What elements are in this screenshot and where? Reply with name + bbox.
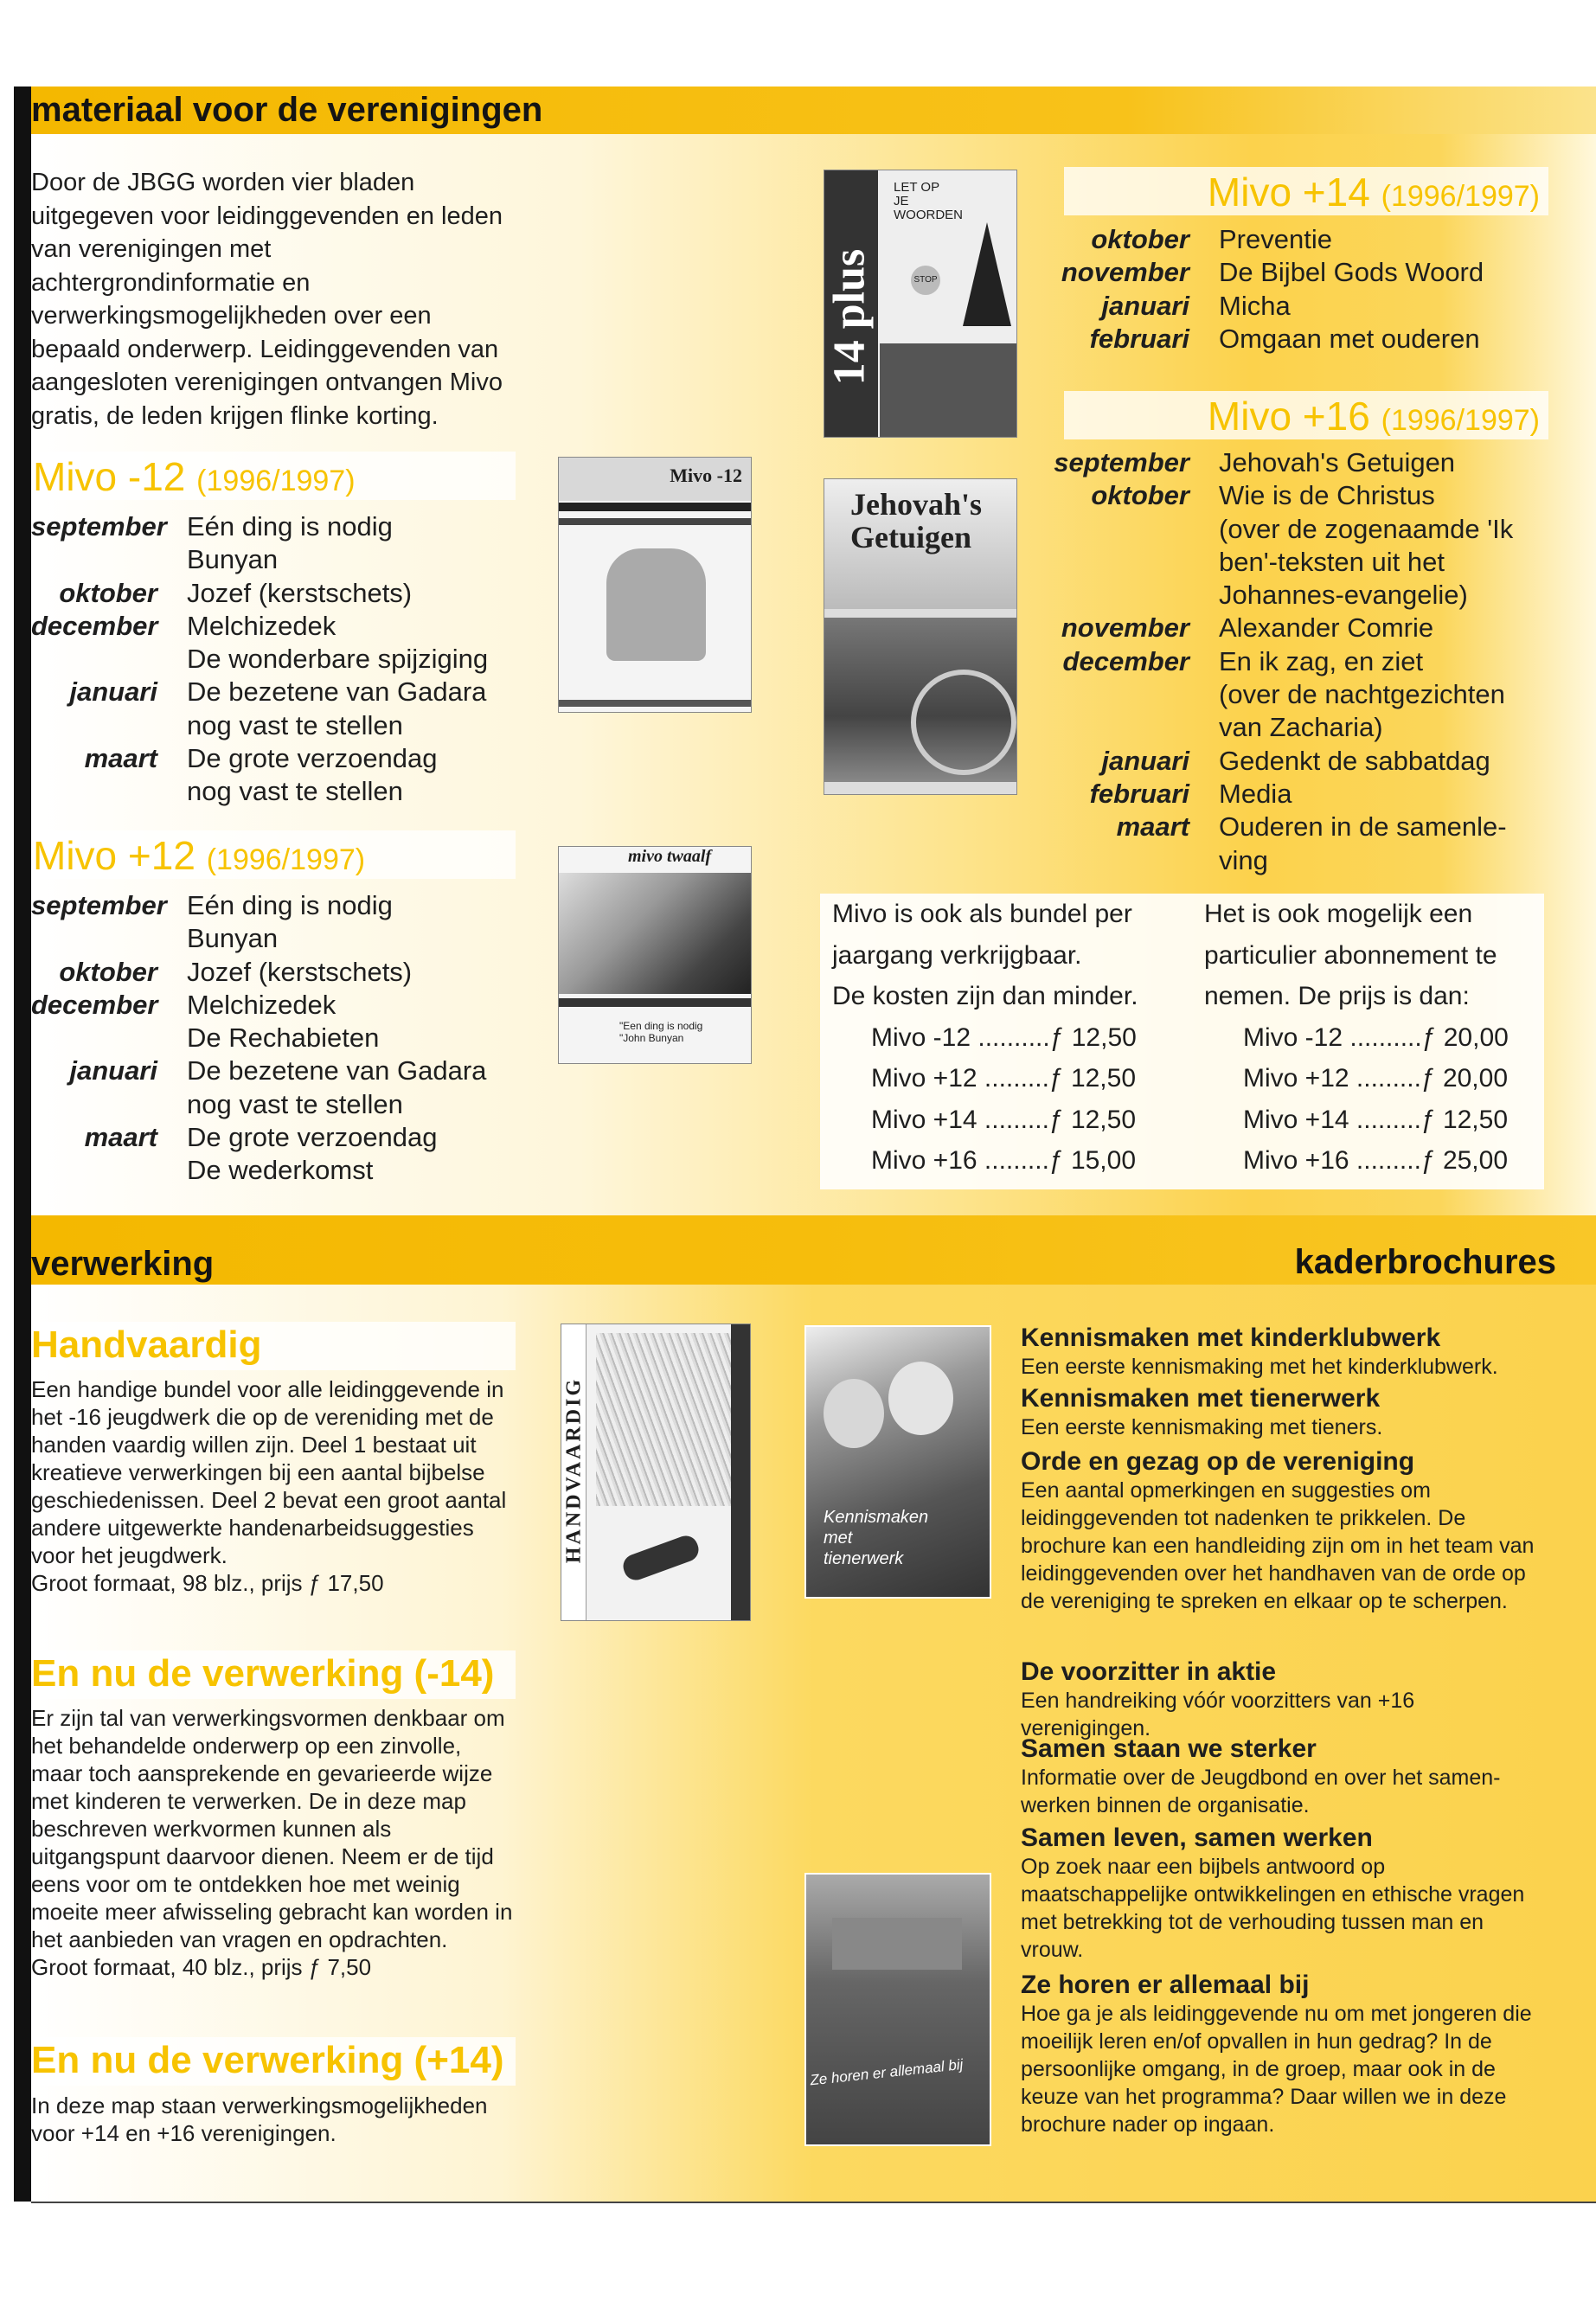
brochure-item bbox=[1021, 1734, 1540, 1819]
price-label: Mivo +12 ......... bbox=[1243, 1064, 1421, 1093]
schedule-month: januari bbox=[1101, 290, 1189, 321]
info-line: nemen. De prijs is dan: bbox=[1204, 982, 1470, 1010]
schedule-month: november bbox=[1061, 257, 1189, 288]
price-label: Mivo +16 ......... bbox=[871, 1146, 1049, 1175]
intro-text: Door de JBGG worden vier bladen uitgegeven voor leidinggevenden en leden van verenigingen met achtergrondinformatie en verwerkingsmogelijkheden over een bepaald onderwerp. Leidinggevenden van aangesloten verenigingen ontvangen Mivo gratis, de leden krijgen flinke korting. bbox=[31, 169, 503, 430]
price-row bbox=[832, 1058, 1138, 1099]
mivo-plus16-title: Mivo +16 (1996/1997) bbox=[1207, 394, 1540, 439]
cover-plus12-image bbox=[559, 873, 751, 994]
schedule-topic: nog vast te stellen bbox=[187, 776, 403, 807]
schedule-topic: Bunyan bbox=[187, 544, 279, 575]
schedule-topic: Ouderen in de samenle- bbox=[1219, 811, 1507, 843]
info-line: Mivo is ook als bundel per bbox=[832, 900, 1132, 928]
schedule-row bbox=[31, 922, 516, 955]
price-row bbox=[1204, 1140, 1509, 1182]
price-value: ƒ 12,50 bbox=[1049, 1022, 1137, 1052]
cover-portrait-image bbox=[606, 548, 706, 661]
brochure-title: Ze horen er allemaal bij bbox=[1021, 1971, 1310, 1999]
mivo-plus12-schedule bbox=[31, 889, 516, 1188]
schedule-month: februari bbox=[1089, 323, 1189, 354]
info-line: particulier abonnement te bbox=[1204, 940, 1497, 970]
schedule-topic: nog vast te stellen bbox=[187, 709, 403, 740]
schedule-row bbox=[31, 956, 516, 989]
schedule-topic: Jozef (kerstschets) bbox=[187, 956, 413, 987]
brochure-description: Een eerste kennismaking met tieners. bbox=[1021, 1415, 1383, 1439]
price-row bbox=[1204, 1099, 1509, 1141]
schedule-row bbox=[1035, 711, 1519, 744]
cover-14plus-stop-sign: STOP bbox=[911, 266, 940, 295]
schedule-month: oktober bbox=[1091, 224, 1189, 254]
schedule-topic: De bezetene van Gadara bbox=[187, 1055, 487, 1086]
schedule-month: februari bbox=[1089, 778, 1189, 809]
brochure-title: De voorzitter in aktie bbox=[1021, 1657, 1277, 1686]
schedule-row bbox=[31, 989, 516, 1022]
brochure-item bbox=[1021, 1971, 1540, 2138]
verwerking-min14-text: Er zijn tal van verwerkingsvormen denkbaar om het behandelde onderwerp op een zinvolle, maar toch aansprekende en gevarieerde wijze met kinderen te verwerken. De in deze map beschreven werkvormen kunnen als uitgangspunt daarvoor dienen. Neem er de tijd eens voor om te ontdekken hoe met weinig moeite meer afwisseling gebracht kan worden in het aanbieden van vragen en opdrachten. bbox=[31, 1705, 513, 1952]
cover-mivo-min12 bbox=[558, 457, 752, 713]
schedule-month: december bbox=[31, 610, 158, 641]
mivo-min12-title: Mivo -12 (1996/1997) bbox=[33, 454, 356, 499]
schedule-month: januari bbox=[69, 1055, 157, 1086]
info-line: jaargang verkrijgbaar. bbox=[832, 940, 1082, 970]
schedule-topic: Eén ding is nodig bbox=[187, 511, 393, 542]
mivo-plus16-header bbox=[1064, 391, 1548, 439]
schedule-topic: (over de nachtgezichten bbox=[1219, 679, 1505, 710]
schedule-row bbox=[1035, 446, 1519, 479]
brochure-title: Kennismaken met kinderklubwerk bbox=[1021, 1324, 1441, 1352]
brochure-description: Op zoek naar een bijbels antwoord op maatschappelijke ontwikkelingen en ethische vragen met betrekking tot de verhouding tussen man en vrouw. bbox=[1021, 1855, 1525, 1962]
schedule-topic: Micha bbox=[1219, 290, 1291, 321]
bundel-info bbox=[832, 894, 1138, 1182]
cover-handvaardig-texture bbox=[596, 1333, 743, 1506]
section-title-materiaal: materiaal voor de verenigingen bbox=[31, 91, 543, 129]
brochure-title: Samen staan we sterker bbox=[1021, 1734, 1317, 1763]
schedule-month: maart bbox=[1116, 811, 1189, 843]
schedule-row bbox=[31, 643, 516, 676]
schedule-topic: De wederkomst bbox=[187, 1155, 374, 1186]
cover-jehovahs-getuigen bbox=[824, 478, 1017, 795]
mivo-plus14-header bbox=[1064, 167, 1548, 215]
cover-14plus bbox=[824, 170, 1017, 438]
schedule-row bbox=[31, 1054, 516, 1087]
schedule-row bbox=[1035, 811, 1519, 843]
photo-kennismaken-tienerwerk bbox=[804, 1325, 991, 1599]
info-line: Het is ook mogelijk een bbox=[1204, 900, 1473, 928]
schedule-row bbox=[31, 543, 516, 576]
cover-handvaardig-tool bbox=[620, 1533, 702, 1584]
schedule-topic: De bezetene van Gadara bbox=[187, 676, 487, 708]
schedule-row bbox=[31, 676, 516, 708]
handvaardig-header bbox=[31, 1322, 516, 1370]
schedule-topic: De grote verzoendag bbox=[187, 743, 438, 774]
cover-handvaardig-title: HANDVAARDIG bbox=[562, 1376, 586, 1564]
schedule-topic: nog vast te stellen bbox=[187, 1088, 403, 1119]
mivo-min12-schedule bbox=[31, 510, 516, 809]
cover-14plus-brand: 14 plus bbox=[824, 248, 875, 386]
handvaardig-text: Een handige bundel voor alle leidinggevende in het -16 jeugdwerk die op de vereniding met de handen vaardig willen zijn. Deel 1 bestaat uit kreatieve verwerkingen bij een aantal bijbelse geschiedenissen. Deel 2 bevat een groot aantal andere uitgewerkte handenarbeidsuggesties voor het jeugdwerk. bbox=[31, 1376, 507, 1568]
verwerking-plus14-text: In deze map staan verwerkingsmogelijkheden voor +14 en +16 verenigingen. bbox=[31, 2093, 488, 2146]
schedule-row bbox=[1035, 479, 1519, 512]
schedule-row bbox=[1035, 612, 1519, 644]
schedule-topic: Jozef (kerstschets) bbox=[187, 577, 413, 608]
schedule-row bbox=[31, 1154, 516, 1187]
price-label: Mivo +16 ......... bbox=[1243, 1146, 1421, 1175]
schedule-row bbox=[1035, 579, 1519, 612]
brochure-title: Kennismaken met tienerwerk bbox=[1021, 1384, 1381, 1413]
price-row bbox=[832, 1099, 1138, 1141]
schedule-topic: van Zacharia) bbox=[1219, 712, 1383, 743]
photo2-caption: Ze horen er allemaal bij bbox=[809, 2055, 965, 2089]
schedule-row bbox=[1035, 844, 1519, 877]
cover-mivo-plus12 bbox=[558, 846, 752, 1064]
handvaardig-title: Handvaardig bbox=[31, 1324, 262, 1366]
brochure-description: Een aantal opmerkingen en suggesties om leidinggevenden tot nadenken te prikkelen. De brochure kan een handleiding zijn om in het team van leidinggevenden over het handhaven van de orde op de vereniging te spreken en elkaar op te scherpen. bbox=[1021, 1478, 1535, 1613]
schedule-topic: ben'-teksten uit het bbox=[1219, 546, 1445, 577]
verwerking-min14-body bbox=[31, 1704, 516, 1981]
mivo-plus12-title: Mivo +12 (1996/1997) bbox=[33, 833, 366, 878]
price-value: ƒ 20,00 bbox=[1421, 1022, 1509, 1052]
photo-ze-horen-er-allemaal-bij bbox=[804, 1873, 991, 2146]
schedule-month: januari bbox=[1101, 745, 1189, 776]
schedule-topic: Eén ding is nodig bbox=[187, 890, 393, 920]
cover-handvaardig bbox=[561, 1324, 751, 1621]
brochure-title: Samen leven, samen werken bbox=[1021, 1823, 1373, 1852]
schedule-row bbox=[1035, 256, 1519, 289]
schedule-row bbox=[1035, 745, 1519, 778]
cover-min12-title: Mivo -12 bbox=[670, 465, 742, 486]
abonnement-info bbox=[1204, 894, 1509, 1182]
schedule-topic: Jehovah's Getuigen bbox=[1219, 447, 1456, 478]
schedule-row bbox=[1035, 513, 1519, 546]
price-label: Mivo +14 ......... bbox=[1243, 1105, 1421, 1134]
schedule-row bbox=[31, 577, 516, 610]
verwerking-plus14-title: En nu de verwerking (+14) bbox=[31, 2039, 504, 2081]
schedule-row bbox=[1035, 323, 1519, 356]
cover-14plus-triangle bbox=[963, 222, 1011, 326]
brochure-item bbox=[1021, 1657, 1540, 1742]
cover-plus12-title: mivo twaalf bbox=[628, 847, 712, 866]
schedule-month: oktober bbox=[59, 577, 157, 608]
schedule-topic: Melchizedek bbox=[187, 989, 337, 1020]
schedule-topic: De Bijbel Gods Woord bbox=[1219, 257, 1484, 288]
cover-plus12-caption: "Een ding is nodig "John Bunyan bbox=[619, 1020, 703, 1044]
verwerking-min14-header bbox=[31, 1650, 516, 1699]
schedule-topic: En ik zag, en ziet bbox=[1219, 645, 1424, 676]
schedule-topic: De Rechabieten bbox=[187, 1022, 380, 1054]
schedule-row bbox=[1035, 778, 1519, 811]
schedule-month: september bbox=[31, 890, 167, 920]
price-value: ƒ 20,00 bbox=[1420, 1064, 1509, 1093]
verwerking-plus14-body bbox=[31, 2092, 516, 2147]
schedule-month: november bbox=[1061, 612, 1189, 644]
schedule-row bbox=[31, 510, 516, 543]
schedule-topic: De wonderbare spijziging bbox=[187, 644, 489, 675]
brochure-description: Hoe ga je als leidinggevende nu om met jongeren die moeilijk leren en/of opvallen in hun gedrag? In de persoonlijke omgang, in de groep, maar ook in de keuze van het programma? Daar willen we in deze brochure nader op ingaan. bbox=[1021, 2002, 1532, 2137]
schedule-month: december bbox=[1062, 645, 1189, 676]
bottom-rule bbox=[31, 2202, 1596, 2203]
schedule-topic: Bunyan bbox=[187, 923, 279, 954]
schedule-month: maart bbox=[84, 1122, 157, 1153]
schedule-topic: Gedenkt de sabbatdag bbox=[1219, 745, 1490, 776]
schedule-topic: ving bbox=[1219, 844, 1268, 875]
schedule-row bbox=[1035, 223, 1519, 256]
handvaardig-price: Groot formaat, 98 blz., prijs ƒ 17,50 bbox=[31, 1570, 384, 1596]
cover-jehovah-title: Jehovah's Getuigen bbox=[850, 487, 983, 554]
schedule-topic: Preventie bbox=[1219, 224, 1332, 254]
schedule-topic: Johannes-evangelie) bbox=[1219, 580, 1468, 611]
price-row bbox=[1204, 1017, 1509, 1059]
price-row bbox=[1204, 1058, 1509, 1099]
schedule-row bbox=[31, 709, 516, 742]
schedule-topic: Omgaan met ouderen bbox=[1219, 323, 1480, 354]
price-row bbox=[832, 1140, 1138, 1182]
schedule-month: maart bbox=[84, 743, 157, 774]
schedule-topic: De grote verzoendag bbox=[187, 1122, 438, 1153]
price-label: Mivo -12 .......... bbox=[1243, 1022, 1422, 1052]
mivo-plus14-schedule bbox=[1035, 223, 1519, 356]
verwerking-min14-title: En nu de verwerking (-14) bbox=[31, 1652, 495, 1695]
brochure-description: Een eerste kennismaking met het kinderklubwerk. bbox=[1021, 1355, 1498, 1379]
mivo-plus16-schedule bbox=[1035, 446, 1519, 877]
mivo-plus14-title: Mivo +14 (1996/1997) bbox=[1207, 170, 1540, 215]
brochure-item bbox=[1021, 1823, 1540, 1964]
brochure-item bbox=[1021, 1447, 1540, 1615]
schedule-row bbox=[31, 889, 516, 922]
schedule-month: oktober bbox=[59, 956, 157, 987]
cover-14plus-photo bbox=[880, 343, 1016, 437]
schedule-row bbox=[1035, 678, 1519, 711]
brochure-description: Informatie over de Jeugdbond en over het samen-werken binnen de organisatie. bbox=[1021, 1766, 1501, 1817]
price-value: ƒ 12,50 bbox=[1420, 1105, 1509, 1134]
price-label: Mivo -12 .......... bbox=[871, 1022, 1050, 1052]
schedule-topic: Wie is de Christus bbox=[1219, 480, 1435, 511]
schedule-topic: (over de zogenaamde 'Ik bbox=[1219, 513, 1514, 544]
schedule-topic: Alexander Comrie bbox=[1219, 612, 1434, 644]
schedule-row bbox=[31, 1088, 516, 1121]
info-line: De kosten zijn dan minder. bbox=[832, 982, 1138, 1010]
schedule-row bbox=[1035, 546, 1519, 579]
cover-14plus-heading: LET OP JE WOORDEN bbox=[894, 180, 963, 222]
left-black-bar bbox=[14, 87, 31, 2202]
schedule-row bbox=[31, 775, 516, 808]
section-title-kaderbrochures: kaderbrochures bbox=[1294, 1243, 1556, 1281]
schedule-month: december bbox=[31, 989, 158, 1020]
mivo-min12-header bbox=[31, 452, 516, 500]
schedule-topic: Media bbox=[1219, 778, 1292, 809]
schedule-row bbox=[1035, 290, 1519, 323]
schedule-topic: Melchizedek bbox=[187, 610, 337, 641]
price-label: Mivo +12 ......... bbox=[871, 1064, 1049, 1093]
schedule-month: september bbox=[31, 511, 167, 542]
price-value: ƒ 12,50 bbox=[1048, 1064, 1137, 1093]
brochure-item bbox=[1021, 1324, 1540, 1381]
price-value: ƒ 12,50 bbox=[1048, 1105, 1137, 1134]
schedule-row bbox=[31, 1121, 516, 1154]
price-value: ƒ 25,00 bbox=[1420, 1146, 1509, 1175]
schedule-row bbox=[31, 742, 516, 775]
schedule-row bbox=[31, 610, 516, 643]
brochure-description: Een handreiking vóór voorzitters van +16 verenigingen. bbox=[1021, 1689, 1415, 1740]
handvaardig-body bbox=[31, 1375, 516, 1597]
mivo-plus12-header bbox=[31, 830, 516, 879]
price-row bbox=[832, 1017, 1138, 1059]
schedule-month: oktober bbox=[1091, 480, 1189, 511]
verwerking-min14-price: Groot formaat, 40 blz., prijs ƒ 7,50 bbox=[31, 1954, 372, 1980]
price-label: Mivo +14 ......... bbox=[871, 1105, 1049, 1134]
photo1-caption: Kennismaken met tienerwerk bbox=[824, 1508, 929, 1568]
price-value: ƒ 15,00 bbox=[1048, 1146, 1137, 1175]
verwerking-plus14-header bbox=[31, 2037, 516, 2086]
brochure-title: Orde en gezag op de vereniging bbox=[1021, 1447, 1415, 1476]
brochure-item bbox=[1021, 1384, 1540, 1441]
schedule-row bbox=[1035, 645, 1519, 678]
section-title-verwerking: verwerking bbox=[31, 1245, 215, 1283]
schedule-month: januari bbox=[69, 676, 157, 708]
schedule-row bbox=[31, 1022, 516, 1054]
schedule-month: september bbox=[1054, 447, 1189, 478]
